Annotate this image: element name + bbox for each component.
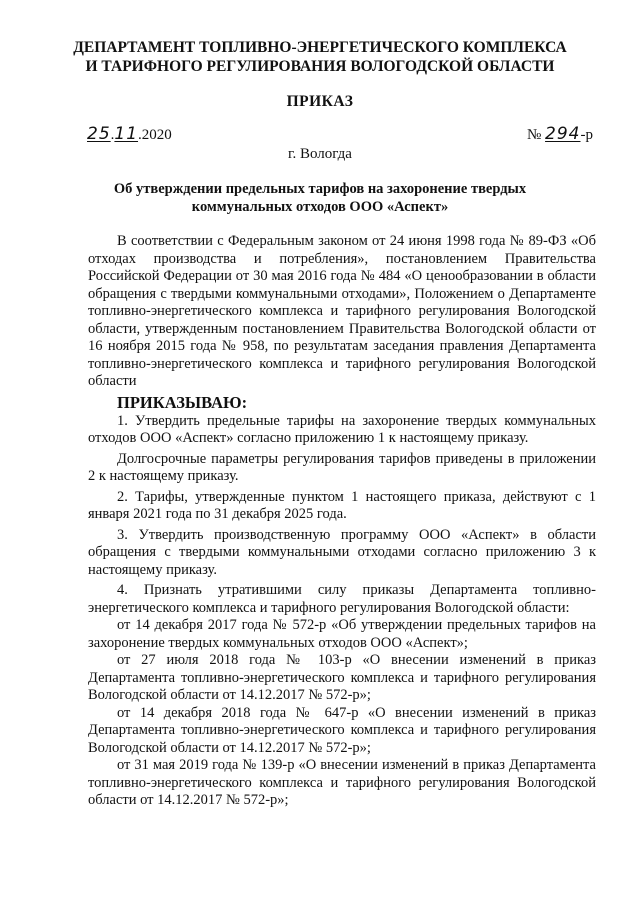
paragraph-1-params: Долгосрочные параметры регулирования тарифов приведены в приложении 2 к настоящему приказу. bbox=[88, 450, 596, 484]
order-subject bbox=[100, 180, 540, 216]
department-header bbox=[60, 38, 580, 76]
paragraph-1: 1. Утвердить предельные тарифы на захоронение твердых коммунальных отходов ООО «Аспект» согласно приложению 1 к настоящему приказу. bbox=[88, 412, 596, 446]
date-month-handwritten: 11 bbox=[114, 124, 139, 144]
number-suffix: -р bbox=[580, 127, 593, 143]
repealed-order-3: от 14 декабря 2018 года № 647-р «О внесении изменений в приказ Департамента топливно-энергетического комплекса и тарифного регулирования Вологодской области от 14.12.2017 № 572-р»; bbox=[88, 704, 596, 756]
number-handwritten: 294 bbox=[545, 124, 581, 144]
order-number bbox=[527, 124, 593, 144]
date-day-handwritten: 25 bbox=[87, 124, 111, 144]
number-sign: № bbox=[526, 127, 542, 143]
order-date: 25.11.2020 bbox=[87, 124, 172, 144]
paragraph-4: 4. Признать утратившими силу приказы Департамента топливно-энергетического комплекса и тарифного регулирования Вологодской области: bbox=[88, 582, 596, 616]
order-body bbox=[88, 233, 596, 810]
subject-line-1: Об утверждении предельных тарифов на захоронение твердых bbox=[113, 181, 527, 197]
repealed-order-1: от 14 декабря 2017 года № 572-р «Об утверждении предельных тарифов на захоронение твердых коммунальных отходов ООО «Аспект»; bbox=[88, 617, 596, 651]
paragraph-2: 2. Тарифы, утвержденные пунктом 1 настоящего приказа, действуют с 1 января 2021 года по 31 декабря 2025 года. bbox=[88, 488, 596, 522]
prikazyvayu-heading: ПРИКАЗЫВАЮ: bbox=[117, 392, 248, 412]
intro-paragraph: В соответствии с Федеральным законом от 24 июня 1998 года № 89-ФЗ «Об отходах производства и потребления», постановлением Правительства Российской Федерации от 30 мая 2016 года № 484 «О ценообразовании в области обращения с твердыми коммунальными отходами», Положением о Департаменте топливно-энергетического комплекса и тарифного регулирования Вологодской области, утвержденным постановлением Правительства Вологодской области от 16 ноября 2015 года № 958, по результатам заседания правления Департамента топливно-энергетического комплекса и тарифного регулирования Вологодской области bbox=[88, 233, 596, 389]
paragraph-3: 3. Утвердить производственную программу ООО «Аспект» в области обращения с твердыми коммунальными отходами согласно приложению 3 к настоящему приказу. bbox=[88, 526, 596, 578]
repealed-order-4: от 31 мая 2019 года № 139-р «О внесении изменений в приказ Департамента топливно-энергетического комплекса и тарифного регулирования Вологодской области от 14.12.2017 № 572-р»; bbox=[88, 757, 596, 808]
subject-line-2: коммунальных отходов ООО «Аспект» bbox=[191, 199, 449, 215]
repealed-order-2: от 27 июля 2018 года № 103-р «О внесении изменений в приказ Департамента топливно-энергетического комплекса и тарифного регулирования Вологодской области от 14.12.2017 № 572-р»; bbox=[88, 652, 596, 703]
city-name: г. Вологда bbox=[288, 146, 352, 162]
department-line-2: И ТАРИФНОГО РЕГУЛИРОВАНИЯ ВОЛОГОДСКОЙ ОБЛАСТИ bbox=[85, 58, 555, 75]
date-year: .2020 bbox=[138, 127, 172, 143]
document-type-title: ПРИКАЗ bbox=[286, 93, 354, 110]
department-line-1: ДЕПАРТАМЕНТ ТОПЛИВНО-ЭНЕРГЕТИЧЕСКОГО КОМПЛЕКСА bbox=[73, 39, 567, 56]
